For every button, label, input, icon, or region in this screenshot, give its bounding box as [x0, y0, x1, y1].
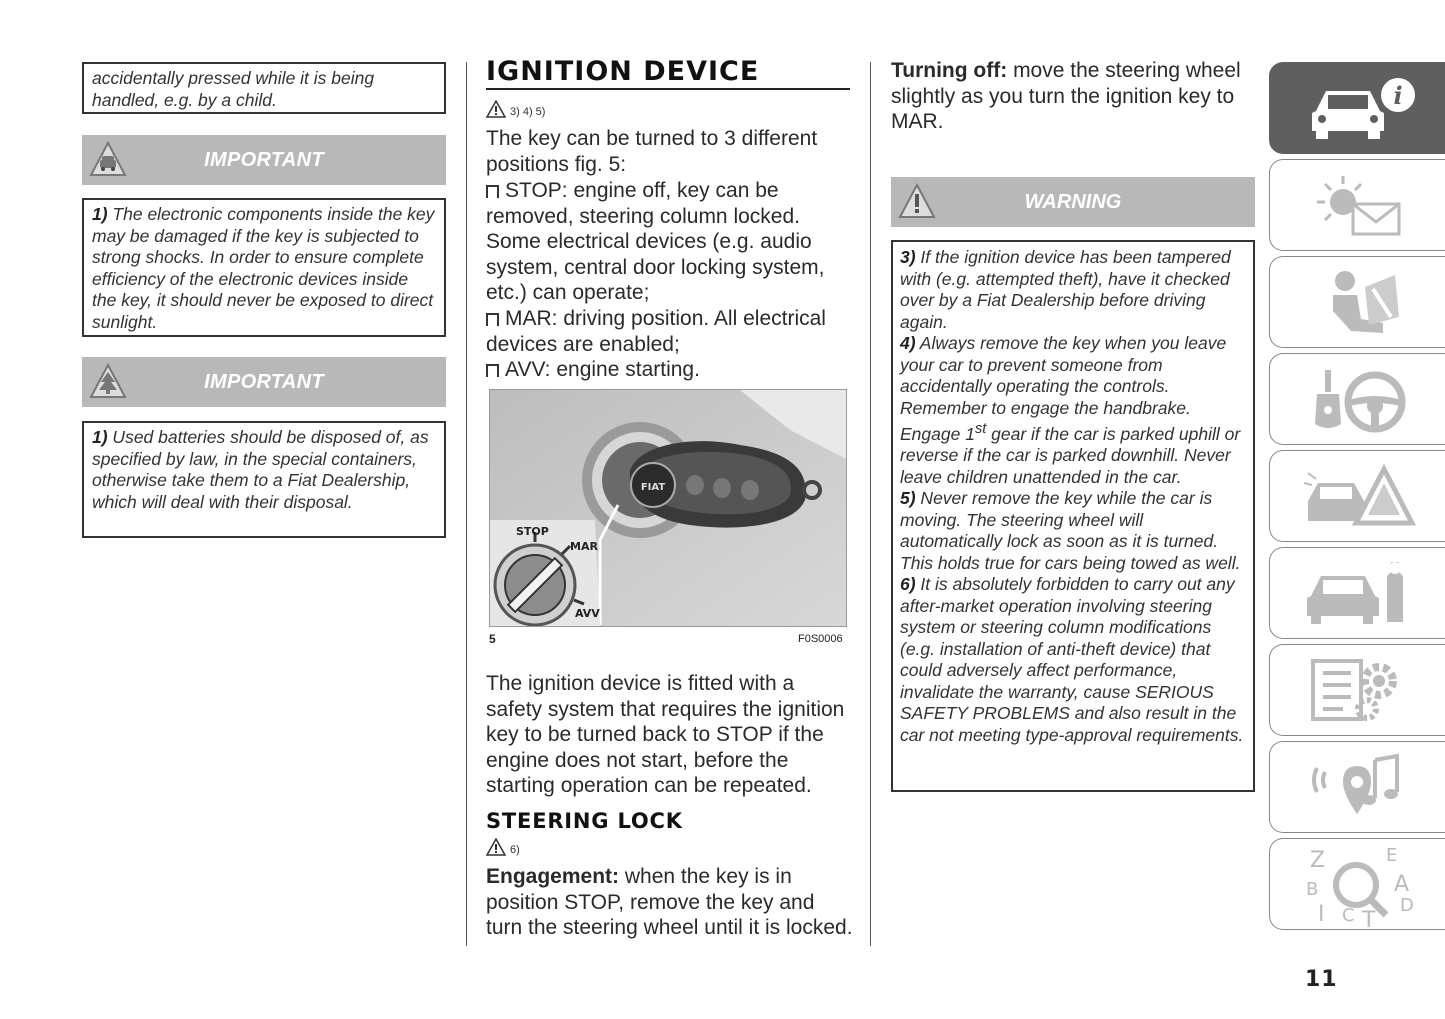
important-ref-2: 1)	[92, 427, 108, 447]
figure-number: 5	[489, 632, 496, 646]
car-maintenance-icon	[1303, 558, 1413, 628]
label-stop: STOP	[516, 525, 549, 538]
engagement-text	[486, 864, 856, 941]
important-box-1	[82, 198, 446, 337]
svg-text:D: D	[1399, 895, 1414, 916]
warning-item: 6) It is absolutely forbidden to carry out any after-market operation involving steering system or steering column modifications (e.g. installation of anti-theft device) that could adversely affect performance, invalidate the warranty, cause SERIOUS SAFETY PROBLEMS and also result in the car not meeting type-approval requirements.	[900, 574, 1244, 745]
warning-refs-2	[486, 838, 520, 856]
title-underline	[486, 88, 850, 90]
airbag-seat-icon	[1303, 267, 1413, 337]
label-mar: MAR	[570, 540, 598, 553]
technical-data-icon	[1303, 655, 1413, 725]
tab-maintenance[interactable]	[1269, 547, 1445, 639]
list-item: MAR: driving position. All electrical devices are enabled;	[486, 306, 826, 356]
warning-box	[891, 240, 1255, 792]
figure-code: F0S0006	[798, 633, 843, 645]
top-note-box	[82, 62, 446, 114]
tab-starting-driving[interactable]	[1269, 353, 1445, 445]
warning-refs-1-text: 3) 4) 5)	[510, 106, 546, 118]
warning-triangle-icon	[486, 838, 506, 856]
tab-warning-lights[interactable]	[1269, 159, 1445, 251]
warning-triangle-icon	[486, 100, 506, 118]
important-title-2: IMPORTANT	[204, 370, 324, 393]
warning-item: 3) If the ignition device has been tampered with (e.g. attempted theft), have it checked over by a Fiat Dealership before driving again.	[900, 247, 1231, 332]
tab-multimedia[interactable]	[1269, 741, 1445, 833]
column-divider-1	[466, 62, 467, 946]
emergency-triangle-icon	[1298, 461, 1418, 531]
tab-car-info[interactable]	[1269, 62, 1445, 154]
warning-triangle-icon	[891, 177, 943, 227]
fob-brand-label: FIAT	[640, 482, 666, 493]
warning-refs-2-text: 6)	[510, 844, 520, 856]
svg-text:I: I	[1317, 902, 1324, 927]
important-text-1: The electronic components inside the key may be damaged if the key is subjected to strong shocks. In order to ensure complete efficiency of the electronic devices inside the key, it should never be exposed to direct sunlight.	[92, 204, 435, 332]
tab-technical-data[interactable]	[1269, 644, 1445, 736]
warning-refs-1	[486, 100, 545, 118]
ignition-key-illustration	[490, 390, 847, 627]
ignition-figure	[489, 389, 847, 627]
warning-item: 4) Always remove the key when you leave your car to prevent someone from accidentally operating the controls. Remember to engage the handbrake. Engage 1st gear if the car is parked uphill or reverse if the car is parked downhill. Never leave children unattended in the car.	[900, 333, 1241, 487]
warning-item: 5) Never remove the key while the car is moving. The steering wheel will automatically lock as soon as it is turned. This holds true for cars being towed as well.	[900, 488, 1241, 573]
turning-off-label: Turning off:	[891, 59, 1008, 82]
svg-text:C: C	[1341, 905, 1355, 926]
car-environment-icon	[82, 135, 134, 185]
safety-text: The ignition device is fitted with a safety system that requires the ignition key to be turned back to STOP if the engine does not start, before the starting operation can be repeated.	[486, 672, 845, 798]
car-info-icon	[1298, 73, 1418, 143]
key-steering-wheel-icon	[1303, 364, 1413, 434]
list-item: STOP: engine off, key can be removed, steering column locked. Some electrical devices (e.g. audio system, central door locking system, etc.) can operate;	[486, 179, 825, 305]
svg-text:T: T	[1361, 908, 1375, 929]
page-number: 11	[1305, 967, 1338, 992]
engagement-label: Engagement:	[486, 865, 620, 888]
tab-safety[interactable]	[1269, 256, 1445, 348]
position-list	[486, 178, 850, 383]
tab-index[interactable]	[1269, 838, 1445, 930]
tab-emergency[interactable]	[1269, 450, 1445, 542]
index-icon	[1298, 839, 1418, 929]
checkbox-icon	[486, 364, 499, 377]
intro-text: The key can be turned to 3 different positions fig. 5:	[486, 127, 818, 176]
top-note-text: accidentally pressed while it is being handled, e.g. by a child.	[92, 68, 375, 110]
column-divider-2	[870, 62, 871, 946]
checkbox-icon	[486, 313, 499, 326]
list-item: AVV: engine starting.	[486, 357, 850, 383]
turning-off-text	[891, 58, 1255, 135]
page-title: IGNITION DEVICE	[486, 56, 760, 87]
important-banner-2	[82, 357, 446, 407]
label-avv: AVV	[575, 607, 600, 620]
steering-lock-title: STEERING LOCK	[486, 809, 683, 833]
warning-banner	[891, 177, 1255, 227]
important-title-1: IMPORTANT	[204, 148, 324, 171]
turning-off-body: move the steering wheel slightly as you turn the ignition key to MAR.	[891, 59, 1241, 134]
important-box-2	[82, 421, 446, 538]
svg-text:i: i	[1392, 81, 1403, 110]
svg-text:A: A	[1393, 872, 1409, 897]
svg-text:B: B	[1305, 879, 1318, 900]
important-text-2: Used batteries should be disposed of, as specified by law, in the special containers, otherwise take them to a Fiat Dealership, which will deal with their disposal.	[92, 427, 429, 512]
checkbox-icon	[486, 185, 499, 198]
svg-text:Z: Z	[1309, 848, 1325, 873]
important-banner-1	[82, 135, 446, 185]
tree-environment-icon	[82, 357, 134, 407]
important-ref-1: 1)	[92, 204, 108, 224]
warning-lights-icon	[1303, 170, 1413, 240]
multimedia-icon	[1303, 752, 1413, 822]
warning-title: WARNING	[1024, 190, 1122, 213]
svg-text:E: E	[1385, 845, 1397, 866]
engagement-body: when the key is in position STOP, remove the key and turn the steering wheel until it is locked.	[486, 865, 853, 940]
